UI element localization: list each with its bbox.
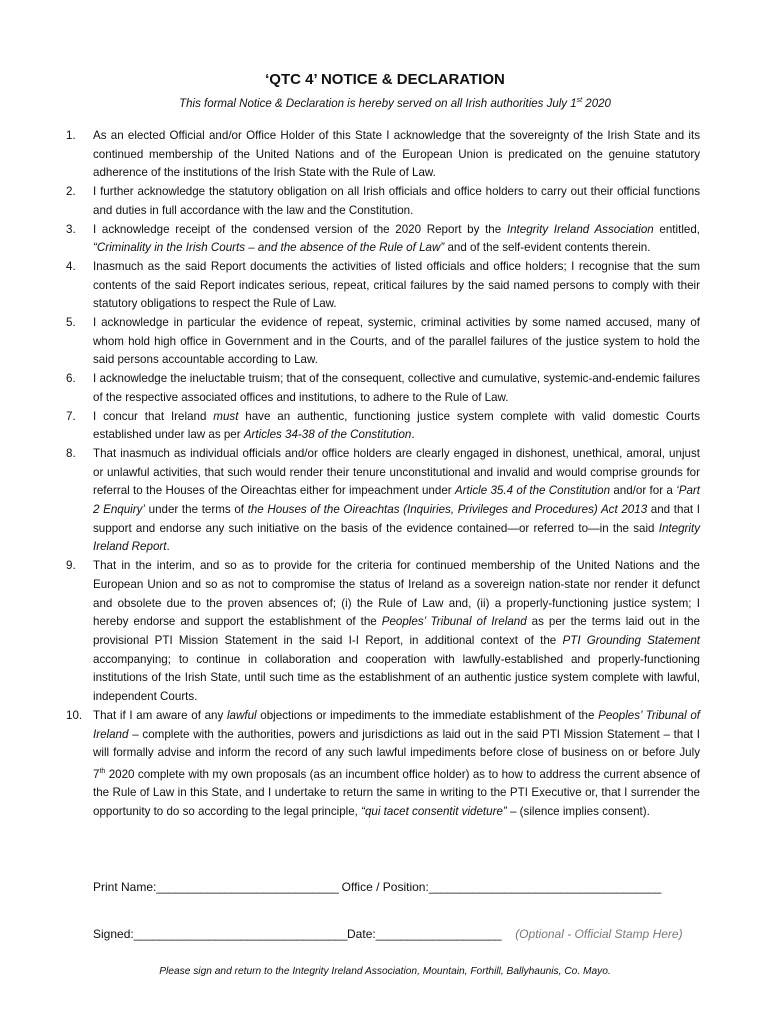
official-stamp-note: (Optional - Official Stamp Here): [515, 927, 683, 941]
declaration-item-3: 3. I acknowledge receipt of the condensed version of the 2020 Report by the Integrity Ireland Association entitled, “Criminality in the Irish Courts – and the absence of the Rule of Law” and of the self-evident contents therein.: [66, 222, 701, 255]
declaration-item-9: 9. That in the interim, and so as to provide for the criteria for continued membership of the United Nations and the European Union and so as not to compromise the status of Ireland as a sovereign nation-state nor render it defunct and obsolete due to the proven absences of; (i) the Rule of Law and, (ii) a properly-functioning justice system; I hereby endorse and support the establishment of the Peoples’ Tribunal of Ireland as per the terms laid out in the provisional PTI Mission Statement in the said I-I Report, in additional context of the PTI Grounding Statement accompanying; to continue in collaboration and cooperation with lawfully-established and properly-functioning institutions of the Irish State, until such time as the establishment of an authentic justice system complete with lawful, independent Courts.: [66, 559, 700, 704]
office-position-field[interactable]: _____________________________________: [428, 880, 661, 894]
item-text: I acknowledge in particular the evidence of repeat, systemic, criminal activities by some named accused, many of whom hold high office in Government and in the Courts, and of the parallel failures of the justice system to hold the said persons accountable according to Law.: [93, 316, 700, 367]
item-number: 9.: [66, 559, 76, 573]
document-title: ‘QTC 4’ NOTICE & DECLARATION: [265, 71, 505, 88]
item-text: Inasmuch as the said Report documents the activities of listed officials and office holders; I recognise that the sum contents of the said Report indicates serious, repeat, critical failures by the said named persons to comply with their statutory obligations to respect the Rule of Law.: [93, 259, 700, 311]
print-name-field[interactable]: _____________________________: [156, 880, 339, 894]
declaration-item-4: [66, 258, 700, 314]
item-number: 8.: [66, 446, 76, 460]
item-number: 1.: [66, 129, 76, 142]
date-field[interactable]: ____________________: [375, 927, 502, 941]
signature-field[interactable]: __________________________________: [133, 927, 348, 941]
declaration-item-10: 10. That if I am aware of any lawful objections or impediments to the immediate establishment of the Peoples’ Tribunal of Ireland – complete with the authorities, powers and jurisdictions as laid out in the said PTI Mission Statement – that I will formally advise and inform the record of any such lawful impediments before close of business on or before July 7th 2020 complete with my own proposals (as an incumbent office holder) as to how to address the current absence of the Rule of Law in this State, and I undertake to return the same in writing to the PTI Executive or, that I surrender the opportunity to do so according to the legal principle, “qui tacet consentit videture” – (silence implies consent).: [66, 708, 700, 819]
item-text: I further acknowledge the statutory obligation on all Irish officials and office holders to carry out their official functions and duties in full accordance with the law and the Constitution.: [93, 185, 700, 217]
document-subtitle: This formal Notice & Declaration is hereby served on all Irish authorities July 1st 2020: [179, 97, 611, 110]
date-label: Date:: [347, 927, 376, 941]
office-position-label: Office / Position:: [338, 880, 429, 894]
item-number: 3.: [66, 222, 76, 236]
declaration-item-5: [66, 314, 700, 370]
declaration-item-8: 8. That inasmuch as individual officials and/or office holders are clearly engaged in dishonest, unethical, amoral, unjust or unlawful activities, that such would render their tenure unconstitutional and invalid and would comprise grounds for referral to the Houses of the Oireachtas either for impeachment under Article 35.4 of the Constitution and/or for a ‘Part 2 Enquiry’ under the terms of the Houses of the Oireachtas (Inquiries, Privileges and Procedures) Act 2013 and that I support and endorse any such initiative on the basis of the evidence contained—or referred to—in the said Integrity Ireland Report.: [66, 446, 700, 554]
signature-row: [93, 927, 683, 941]
item-text: I acknowledge the ineluctable truism; that of the consequent, collective and cumulative, systemic-and-endemic failures of the respective associated offices and institutions, to adhere to the Rule of Law.: [93, 372, 700, 404]
item-number: 5.: [66, 316, 76, 330]
declaration-item-6: [66, 370, 700, 407]
item-number: 6.: [66, 372, 76, 386]
item-number: 7.: [66, 409, 76, 423]
item-text: As an elected Official and/or Office Holder of this State I acknowledge that the sovereignty of the Irish State and its continued membership of the United Nations and of the European Union is predicated on the genuine statutory adherence of the institutions of the Irish State with the Rule of Law.: [93, 129, 700, 180]
item-number: 2.: [66, 185, 76, 199]
item-number: 4.: [66, 259, 76, 273]
declaration-item-2: [66, 183, 700, 220]
signed-label: Signed:: [93, 927, 134, 941]
print-name-row: [93, 880, 661, 894]
declaration-item-1: [66, 127, 700, 183]
item-number: 10.: [66, 708, 83, 722]
return-instructions: Please sign and return to the Integrity Ireland Association, Mountain, Forthill, Ballyhaunis, Co. Mayo.: [159, 966, 611, 977]
print-name-label: Print Name:: [93, 880, 157, 894]
declaration-item-7: 7. I concur that Ireland must have an authentic, functioning justice system complete with valid domestic Courts established under law as per Articles 34-38 of the Constitution.: [66, 409, 700, 442]
declaration-list: [66, 127, 700, 822]
